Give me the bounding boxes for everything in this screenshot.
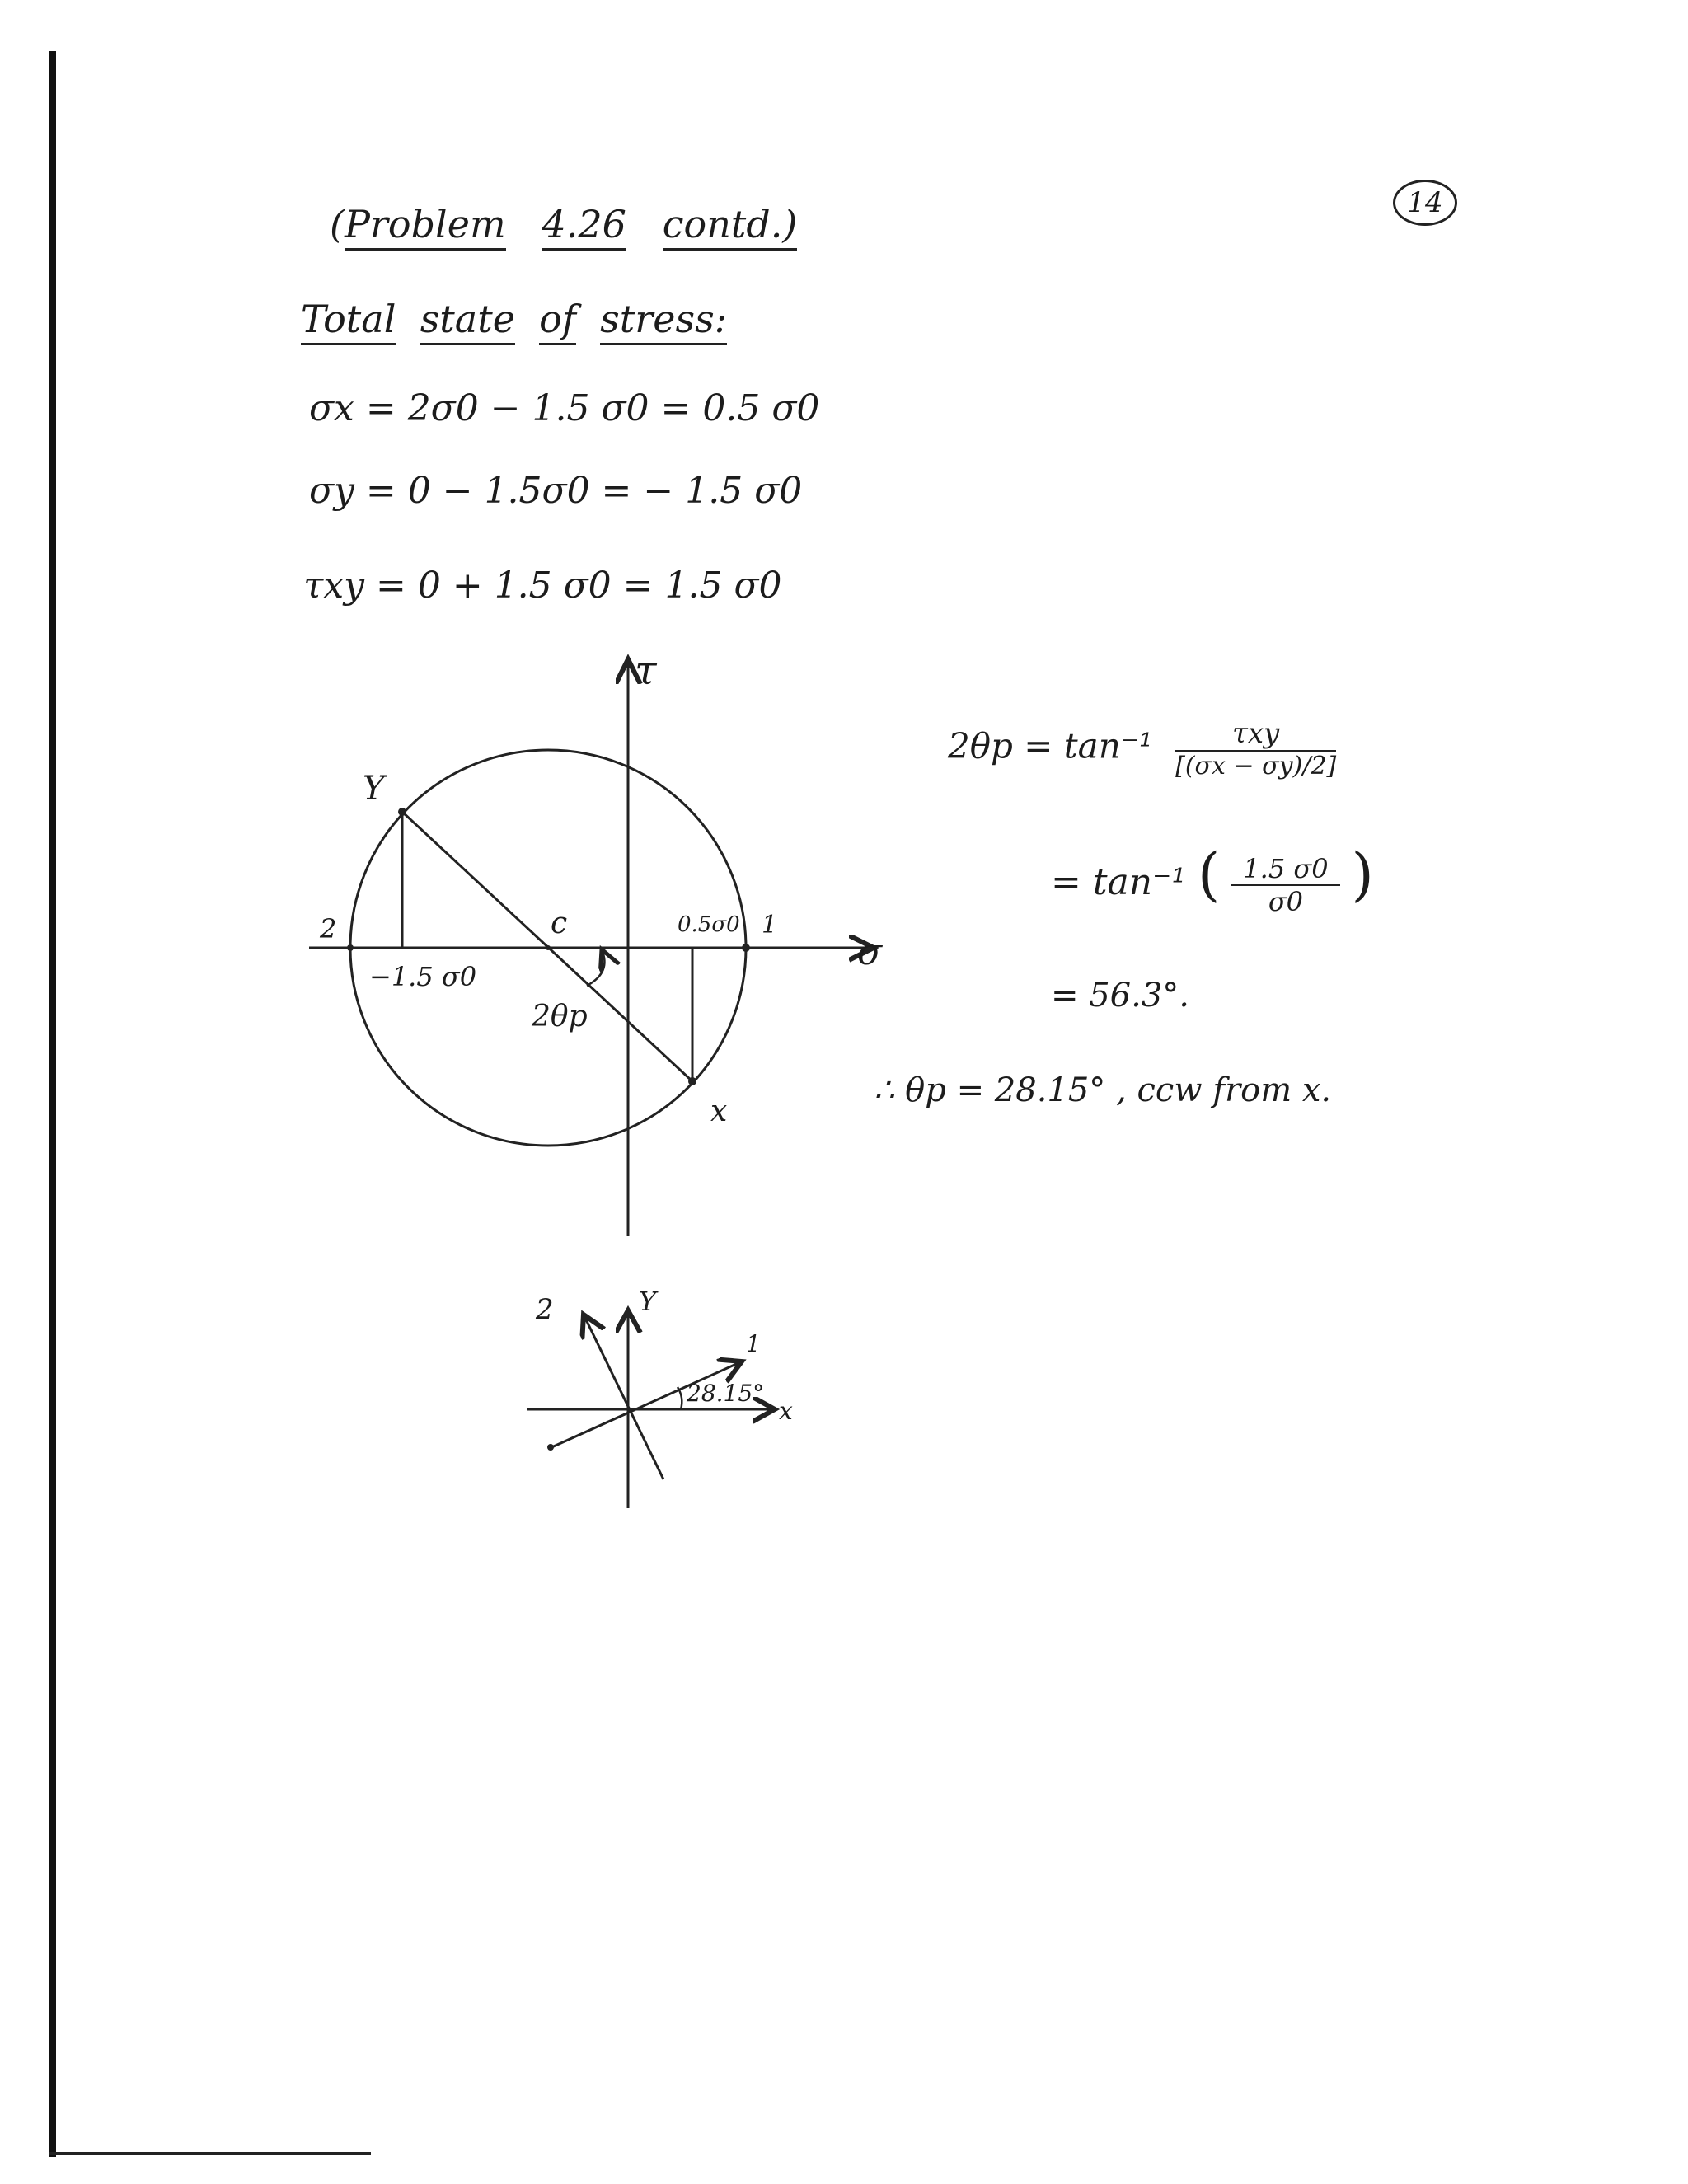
page-number: 14 bbox=[1393, 180, 1457, 226]
solution-line2-denominator: σ0 bbox=[1268, 885, 1304, 917]
sketch-angle-label: 28.15° bbox=[687, 1380, 765, 1407]
solution-line4: ∴ θp = 28.15° , ccw from x. bbox=[874, 1071, 1332, 1109]
solution-line1-numerator: τxy bbox=[1175, 717, 1336, 752]
sketch-label-y: Y bbox=[639, 1286, 657, 1317]
angle-label: 2θp bbox=[532, 1000, 588, 1033]
solution-line3: = 56.3°. bbox=[1051, 977, 1190, 1015]
solution-line2: = tan⁻¹ ( $\frac{1.5 \sigma 0}{\sigma 0}$ ) bbox=[1051, 841, 1374, 917]
point-y-label: Y bbox=[363, 770, 385, 808]
heading-state: state bbox=[420, 297, 515, 345]
tau-axis-label: τ bbox=[635, 648, 657, 694]
heading-of: of bbox=[539, 297, 576, 345]
point-x-label: x bbox=[710, 1094, 728, 1128]
header-problem-number: 4.26 bbox=[542, 202, 626, 251]
solution-line1-lhs: 2θp = tan⁻¹ bbox=[948, 725, 1153, 766]
sketch-label-x: x bbox=[779, 1397, 793, 1426]
equation-sigma-x: σx = 2σ0 − 1.5 σ0 = 0.5 σ0 bbox=[309, 387, 820, 429]
principal-1-label: 1 bbox=[762, 911, 778, 940]
solution-line1-denominator: [(σx − σy)/2] bbox=[1175, 752, 1337, 780]
header-problem-word: Problem bbox=[345, 202, 506, 251]
principal-2-label: 2 bbox=[320, 913, 337, 944]
heading-total: Total bbox=[301, 297, 396, 345]
left-value-label: −1.5 σ0 bbox=[369, 961, 477, 992]
heading-stress: stress: bbox=[600, 297, 727, 345]
header-open-paren: ( bbox=[330, 202, 345, 246]
equation-sigma-y: σy = 0 − 1.5σ0 = − 1.5 σ0 bbox=[309, 470, 803, 512]
center-label: c bbox=[551, 907, 568, 940]
solution-line2-numerator: 1.5 σ0 bbox=[1231, 853, 1339, 886]
header-contd: contd.) bbox=[663, 202, 798, 251]
sketch-axis-2 bbox=[584, 1315, 663, 1479]
solution-line2-lhs: = tan⁻¹ bbox=[1051, 861, 1186, 903]
sigma-axis-label: σ bbox=[857, 931, 883, 973]
sketch-label-1: 1 bbox=[746, 1330, 761, 1357]
sketch-label-2: 2 bbox=[536, 1293, 554, 1326]
right-value-label: 0.5σ0 bbox=[678, 912, 740, 937]
equation-tau-xy: τxy = 0 + 1.5 σ0 = 1.5 σ0 bbox=[303, 565, 782, 607]
